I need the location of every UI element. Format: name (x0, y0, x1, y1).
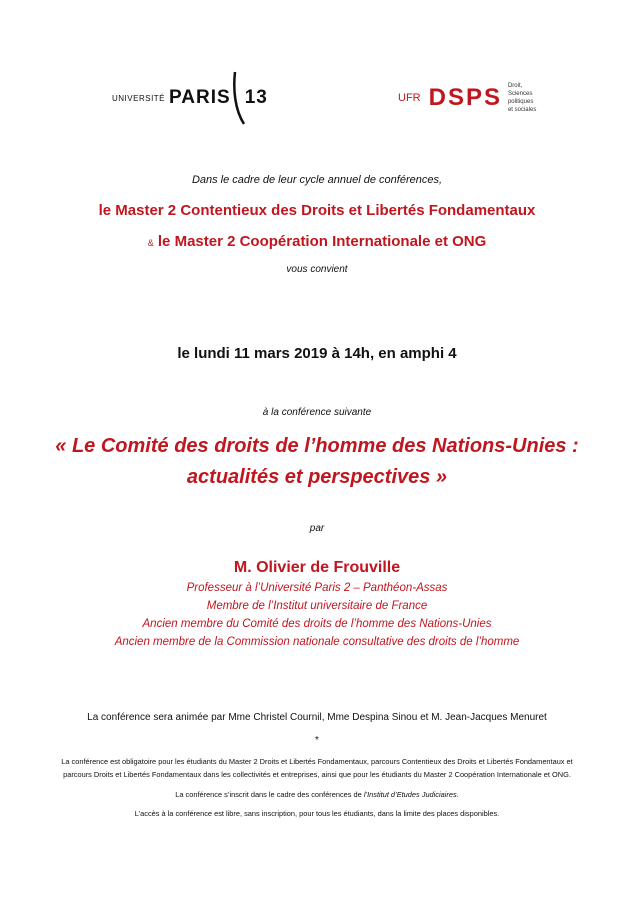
institute-text (0, 791, 634, 798)
date-line: le lundi 11 mars 2019 à 14h, en amphi 4 (177, 345, 457, 362)
mandatory-text-2: parcours Droits et Libertés Fondamentaux dans les collectivités et entreprises, ainsi que pour les étudiants du Master 2 Coopération Internationale et ONG. (63, 770, 571, 779)
following-text: à la conférence suivante (262, 407, 372, 418)
separator: * (315, 735, 319, 746)
speaker-title: Membre de l’Institut universitaire de France (206, 600, 428, 612)
moderators-text: La conférence sera animée par Mme Christel Cournil, Mme Despina Sinou et M. Jean-Jacques Menuret (87, 712, 547, 723)
logo-text: Droit, (507, 83, 523, 89)
institute-suffix: . (456, 790, 459, 799)
logo-swoosh-icon (231, 70, 245, 126)
mandatory-text-1: La conférence est obligatoire pour les étudiants du Master 2 Droits et Libertés Fondamentaux, parcours Contentieux des Droits et Libertés Fondamentaux et (61, 757, 573, 766)
master2-text: le Master 2 Coopération Internationale et ONG (157, 233, 487, 250)
speaker-name: M. Olivier de Frouville (233, 559, 401, 576)
by-text: par (309, 523, 325, 534)
access-text: L’accès à la conférence est libre, sans inscription, pour tous les étudiants, dans la limite des places disponibles. (134, 809, 500, 818)
logo-text: UNIVERSITÉ (112, 93, 166, 103)
ufr-dsps-logo (398, 82, 536, 114)
master2-heading (0, 234, 634, 249)
intro-text: Dans le cadre de leur cycle annuel de conférences, (191, 174, 443, 186)
logo-subtitle (508, 82, 536, 114)
master1-heading: le Master 2 Contentieux des Droits et Libertés Fondamentaux (98, 202, 536, 219)
speaker-title: Ancien membre de la Commission nationale consultative des droits de l’homme (114, 636, 520, 648)
logo-text: DSPS (428, 84, 502, 111)
speaker-title: Professeur à l’Université Paris 2 – Panthéon-Assas (186, 582, 448, 594)
conference-title-line2: actualités et perspectives » (186, 466, 448, 488)
logo-text: Sciences (507, 91, 533, 97)
logo-text: et sociales (507, 107, 537, 113)
speaker-title: Ancien membre du Comité des droits de l’homme des Nations-Unies (142, 618, 492, 630)
logo-text: 13 (244, 87, 268, 108)
logo-text: politiques (507, 99, 534, 105)
universite-paris13-logo (112, 70, 268, 126)
logo-text: UFR (398, 92, 421, 104)
logo-text: PARIS (169, 87, 231, 108)
conference-title-line1: « Le Comité des droits de l’homme des Nations-Unies : (55, 435, 579, 457)
institute-name: l’Institut d’Etudes Judiciaires (363, 790, 457, 799)
ampersand: & (147, 238, 154, 248)
invite-text: vous convient (286, 264, 348, 275)
institute-prefix: La conférence s’inscrit dans le cadre des conférences de (175, 790, 364, 799)
